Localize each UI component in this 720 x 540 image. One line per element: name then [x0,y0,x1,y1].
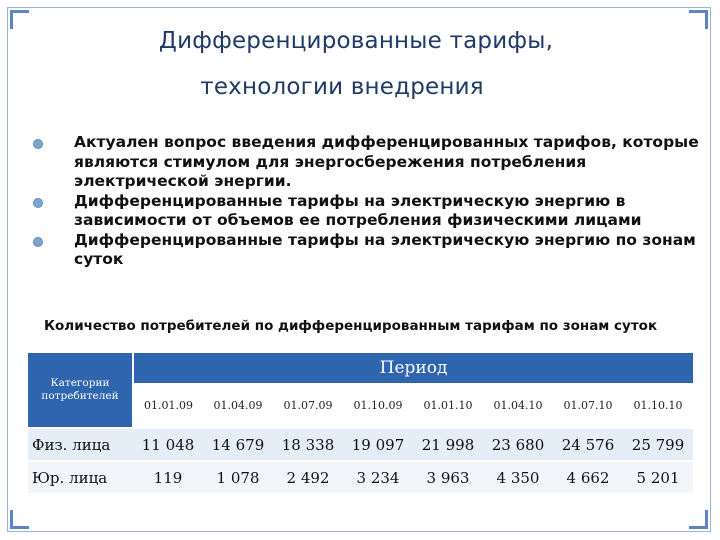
frame-corner [689,10,708,29]
table-row [28,428,693,461]
table-cell: 4 350 [483,461,553,493]
table-cell: 21 998 [413,428,483,461]
bullet-item [30,133,700,192]
date-header: 01.07.09 [273,383,343,428]
table-cell: 1 078 [203,461,273,493]
table-cell: 23 680 [483,428,553,461]
period-header: Период [133,353,693,383]
date-header: 01.04.09 [203,383,273,428]
table-cell: 24 576 [553,428,623,461]
table-cell: 119 [133,461,203,493]
bullet-item [30,231,700,270]
frame-corner [689,510,708,529]
bullet-list [30,133,700,270]
bullet-text: Дифференцированные тарифы на электрическую энергию по зонам суток [74,230,696,268]
table-cell: 11 048 [133,428,203,461]
bullet-dot-icon [33,198,43,208]
row-category: Физ. лица [28,428,133,461]
slide-title-line-2: технологии внедрения [200,74,484,100]
frame-corner [10,10,29,29]
table-cell: 25 799 [623,428,693,461]
table-cell: 19 097 [343,428,413,461]
date-header: 01.01.10 [413,383,483,428]
table-cell: 14 679 [203,428,273,461]
frame-corner [10,510,29,529]
table-cell: 3 963 [413,461,483,493]
consumers-table [28,353,693,493]
date-header: 01.04.10 [483,383,553,428]
table-cell: 5 201 [623,461,693,493]
row-category: Юр. лица [28,461,133,493]
table-caption: Количество потребителей по дифференцированным тарифам по зонам суток [44,318,658,334]
bullet-dot-icon [33,139,43,149]
table-cell: 2 492 [273,461,343,493]
table-cell: 18 338 [273,428,343,461]
date-header: 01.01.09 [133,383,203,428]
table-row [28,461,693,493]
category-header: Категории потребителей [28,353,133,428]
bullet-item [30,192,700,231]
table-cell: 4 662 [553,461,623,493]
bullet-text: Актуален вопрос введения дифференцированных тарифов, которые являются стимулом для энергосбережения потребления электрической энергии. [74,133,699,190]
date-header: 01.07.10 [553,383,623,428]
date-header: 01.10.09 [343,383,413,428]
table-cell: 3 234 [343,461,413,493]
bullet-text: Дифференцированные тарифы на электрическую энергию в зависимости от объемов ее потребления физическими лицами [74,191,642,229]
bullet-dot-icon [33,237,43,247]
slide-title-line-1: Дифференцированные тарифы, [158,28,554,54]
date-header: 01.10.10 [623,383,693,428]
